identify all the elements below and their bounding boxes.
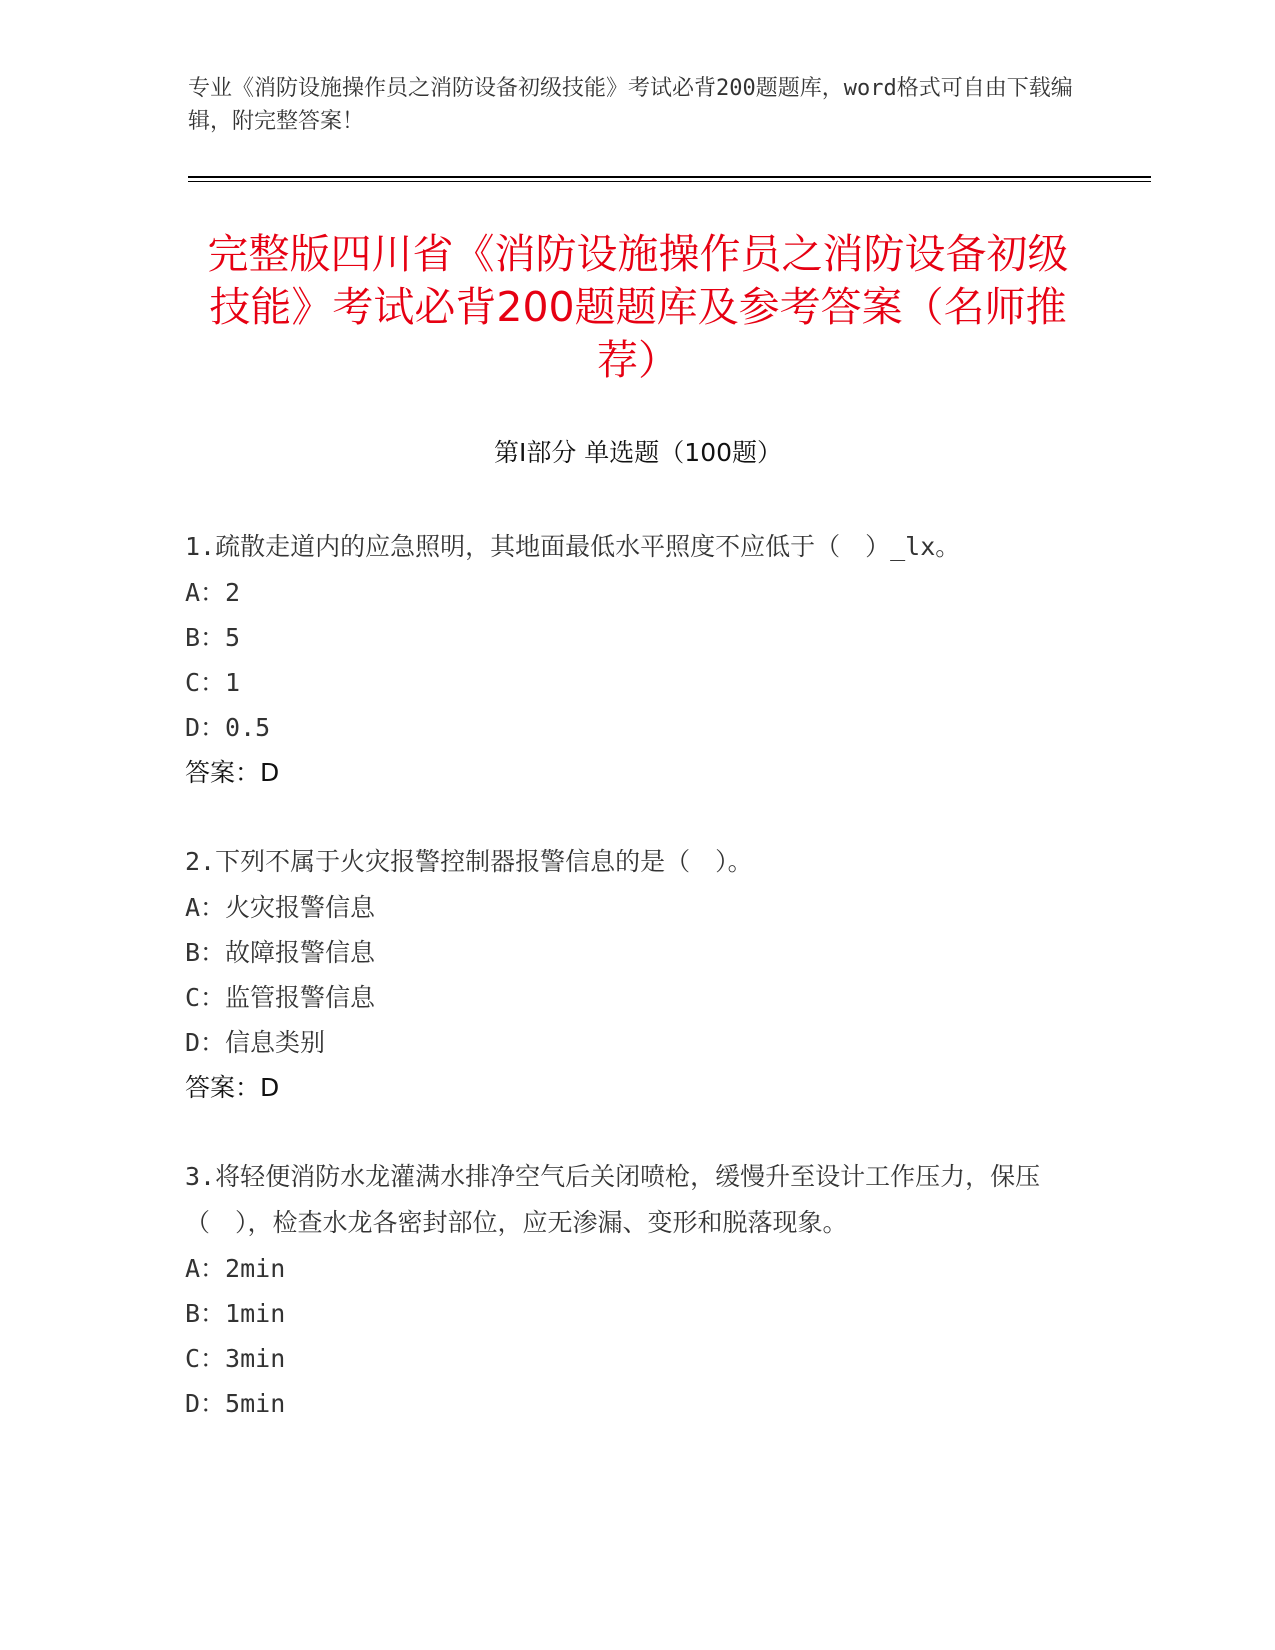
answer: 答案：D [185,1073,280,1102]
question-list [185,524,1055,1470]
option-a: A：火灾报警信息 [185,893,376,922]
option-d: D：0.5 [185,713,271,742]
option-d: D：信息类别 [185,1028,326,1057]
option-a: A：2 [185,578,241,607]
question-stem: 1.疏散走道内的应急照明，其地面最低水平照度不应低于（ ）_lx。 [185,532,961,561]
option-d: D：5min [185,1389,286,1418]
header-divider-thin [188,181,1151,182]
option-b: B：1min [185,1299,286,1328]
section-heading: 第I部分 单选题（100题） [493,438,783,467]
question-3 [185,1154,1055,1426]
question-1 [185,524,1055,795]
option-c: C：3min [185,1344,286,1373]
header-note: 专业《消防设施操作员之消防设备初级技能》考试必背200题题库，word格式可自由下载编辑，附完整答案！ [188,76,1073,134]
option-a: A：2min [185,1254,286,1283]
option-b: B：故障报警信息 [185,938,376,967]
question-stem: 3.将轻便消防水龙灌满水排净空气后关闭喷枪，缓慢升至设计工作压力，保压（ ），检查水龙各密封部位，应无渗漏、变形和脱落现象。 [185,1162,1041,1237]
option-c: C：监管报警信息 [185,983,376,1012]
answer: 答案：D [185,758,280,787]
document-title: 完整版四川省《消防设施操作员之消防设备初级技能》考试必背200题题库及参考答案（名师推荐） [207,230,1069,384]
question-stem: 2.下列不属于火灾报警控制器报警信息的是（ ）。 [185,847,753,876]
question-2 [185,839,1055,1110]
option-b: B：5 [185,623,241,652]
option-c: C：1 [185,668,241,697]
header-divider-thick [188,176,1151,178]
